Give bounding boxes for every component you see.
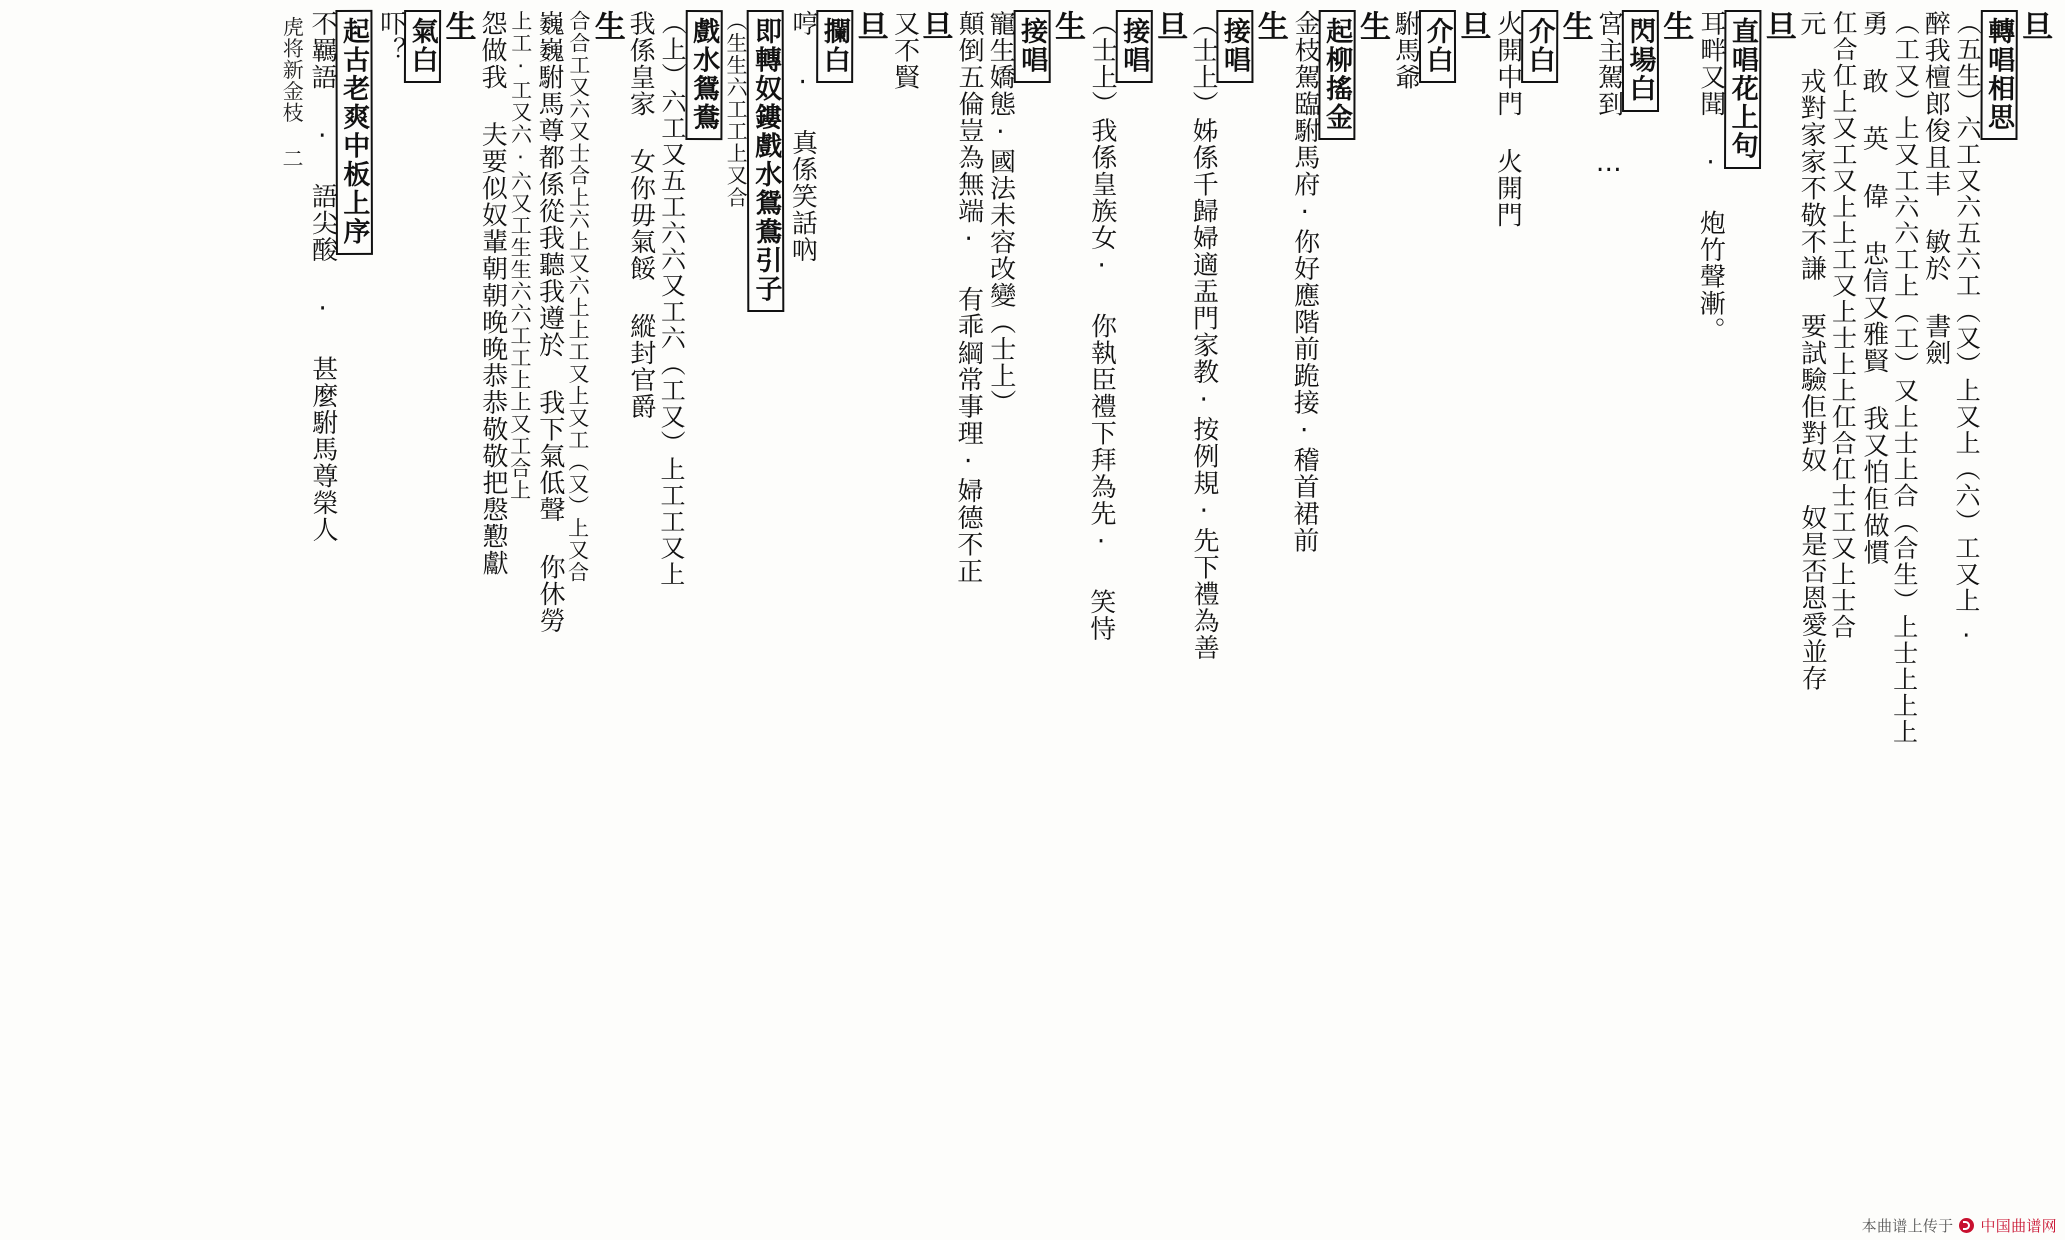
watermark-site: 中国曲谱网: [1980, 1217, 2057, 1235]
score-column: [723, 10, 786, 322]
score-column: [565, 10, 624, 583]
score-column: [1491, 10, 1592, 228]
lyric-text: 巍巍駙馬尊都係從我聽我遵於 我下氣低聲 你休勞: [534, 9, 566, 634]
score-column: [476, 10, 508, 576]
score-column: [507, 10, 533, 501]
score-column: [1592, 10, 1693, 179]
cue-label: 閃場白: [1622, 10, 1659, 112]
lyric-text: 寵生嬌態·國法未容改變（士上）: [984, 10, 1016, 416]
score-column: [1795, 10, 1827, 692]
lyric-text: 宮主駕到 …: [1593, 10, 1624, 179]
score-column: [1085, 10, 1186, 642]
score-title: [279, 10, 305, 169]
lyric-text: 又不賢: [889, 10, 920, 91]
gongche-notation: （五生）六工又六五六工（又）上又上（六）工又上.: [1951, 9, 1982, 644]
score-column: [624, 10, 656, 420]
role-marker: 旦: [2015, 10, 2052, 43]
cue-label: 戲水鴛鴦: [685, 10, 722, 141]
gongche-notation: 上工·工又六·六又工生生六六工工上上又工合上: [507, 9, 534, 502]
lyric-text: （士上）姊係千歸婦適盂門家教·按例規·先下禮為善: [1187, 10, 1219, 661]
score-column: [1827, 10, 1858, 640]
site-logo-icon: [1959, 1218, 1974, 1233]
gongche-notation: 仜合仜上又工又上上工又上士上上仜合仜士工又上士合: [1827, 9, 1858, 641]
score-column: [656, 10, 724, 588]
lyric-text: 勇 敢 英 偉 忠信又雅賢 我又怕佢做慣: [1858, 9, 1890, 566]
score-column: [1288, 10, 1389, 554]
gongche-notation: （上）六工又五工六六又工六（工又）上工工又上: [656, 9, 687, 588]
score-column: [1187, 10, 1288, 661]
lyric-text: 顛倒五倫豈為無端· 有乖綱常事理·婦德不正: [952, 9, 985, 585]
gongche-notation: 合合工又六又士合上六上又六上上工又上又工（又）上又合: [565, 9, 591, 584]
score-column: [1389, 10, 1490, 93]
cue-label: 介白: [1520, 10, 1557, 83]
lyric-text: 元 戎對家家不敬不謙 要試驗佢對奴 奴是否恩愛並存: [1795, 9, 1828, 692]
gongche-notation: （工又）上又工六六工上（工）又上士上合（合生）上士上上上: [1889, 9, 1921, 746]
cue-label: 起柳搖金: [1318, 10, 1355, 141]
role-marker: 生: [1556, 10, 1593, 43]
cue-label: 攔白: [816, 10, 853, 83]
watermark: [1862, 1215, 2057, 1236]
score-column: [1857, 10, 1889, 566]
score-column: [374, 10, 475, 93]
lyric-text: 怨做我 夫要似奴輩朝朝晚晚恭恭敬敬把慇懃獻: [476, 9, 508, 577]
role-marker: 生: [1354, 10, 1391, 43]
lyric-text: 耳畔又聞 · 炮竹聲漸。: [1694, 9, 1726, 344]
role-marker: 生: [1048, 9, 1085, 43]
lyric-text: 哼 · 真係笑話吶: [787, 9, 819, 263]
score-column: [1951, 10, 2051, 644]
cue-label: 接唱: [1115, 10, 1152, 83]
cue-label: 即轉奴鏤戲水鴛鴦引子: [747, 10, 785, 312]
lyric-text: 不羈語 · 語尖酸 · 甚麼駙馬尊榮人: [306, 10, 338, 543]
lyric-text: 我係皇家 女你毋氣餒 縱封官爵: [625, 9, 657, 420]
score-column: [1889, 10, 1920, 745]
score-column: [1694, 10, 1795, 343]
score-column: [888, 10, 952, 90]
score-column: [306, 10, 375, 543]
score-column: [786, 10, 887, 263]
cue-label: 轉唱相思: [1980, 10, 2017, 141]
score-column: [952, 10, 984, 584]
score-title-text: 虎将新金枝 二: [280, 15, 305, 169]
role-marker: 生: [1251, 9, 1288, 43]
role-marker: 旦: [1759, 10, 1796, 43]
cue-label: 氣白: [404, 10, 441, 83]
gongche-notation: （生生六工工上又合: [724, 10, 749, 209]
role-marker: 旦: [1454, 9, 1491, 43]
role-marker: 旦: [916, 9, 953, 43]
stage-direction-text: 火開中門 火開門: [1492, 9, 1523, 229]
score-column: [984, 10, 1085, 416]
lyric-text: 吓？: [375, 9, 406, 64]
lyric-text: （士上）我係皇族女· 你執臣禮下拜為先· 笑恃: [1085, 9, 1118, 642]
lyric-text: 金枝駕臨駙馬府·你好應階前跪接·稽首裙前: [1288, 9, 1321, 554]
score-column: [533, 10, 565, 634]
score-column: [1919, 10, 1951, 366]
role-marker: 生: [439, 10, 476, 43]
lyric-text: 醉我檀郎俊且丰 敏於 書劍: [1920, 9, 1952, 367]
cue-label: 起古老爽中板上序: [335, 10, 373, 255]
cue-label: 接唱: [1013, 10, 1050, 83]
role-marker: 旦: [1151, 10, 1188, 43]
role-marker: 生: [1657, 9, 1694, 43]
role-marker: 生: [588, 9, 625, 43]
watermark-prefix: 本曲谱上传于: [1861, 1217, 1954, 1235]
lyric-text: 駙馬爺: [1390, 10, 1422, 91]
cue-label: 直唱花上句: [1723, 10, 1760, 169]
cue-label: 介白: [1419, 10, 1456, 83]
role-marker: 旦: [852, 10, 889, 43]
cue-label: 接唱: [1215, 10, 1252, 83]
